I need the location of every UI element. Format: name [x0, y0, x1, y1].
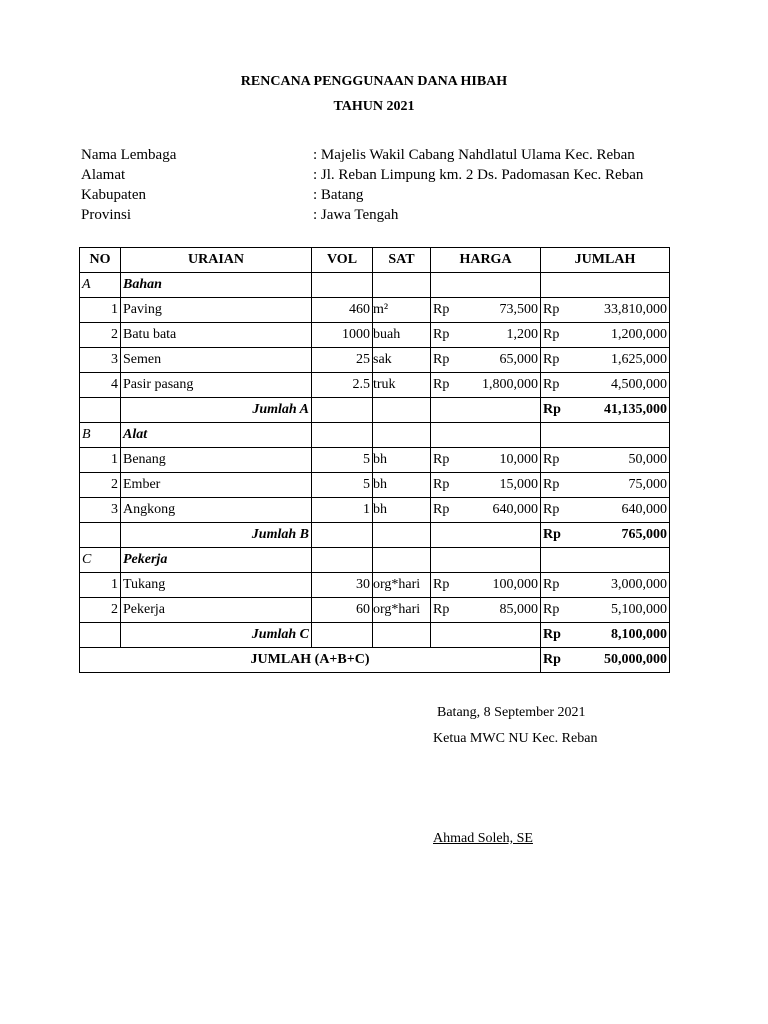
- section-code: B: [80, 423, 121, 448]
- subtotal-row: [80, 623, 670, 648]
- harga-currency: Rp: [431, 473, 465, 498]
- item-vol: 2.5: [312, 373, 373, 398]
- section-name: Pekerja: [121, 548, 312, 573]
- item-sat: truk: [373, 373, 431, 398]
- jumlah-currency: Rp: [541, 473, 569, 498]
- section-row: [80, 548, 670, 573]
- empty-cell: [373, 273, 431, 298]
- item-vol: 25: [312, 348, 373, 373]
- info-label: Kabupaten: [81, 187, 146, 203]
- empty-cell: [373, 423, 431, 448]
- subtotal-value: 41,135,000: [569, 398, 670, 423]
- item-vol: 5: [312, 448, 373, 473]
- budget-table: [79, 247, 670, 673]
- item-harga: 10,000: [465, 448, 541, 473]
- empty-cell: [431, 273, 541, 298]
- harga-currency: Rp: [431, 598, 465, 623]
- header-no: NO: [80, 248, 121, 273]
- section-code: A: [80, 273, 121, 298]
- subtotal-currency: Rp: [541, 398, 569, 423]
- item-harga: 1,200: [465, 323, 541, 348]
- item-uraian: Pekerja: [121, 598, 312, 623]
- item-harga: 100,000: [465, 573, 541, 598]
- item-vol: 60: [312, 598, 373, 623]
- subtotal-row: [80, 523, 670, 548]
- info-value: : Jl. Reban Limpung km. 2 Ds. Padomasan Kec. Reban: [313, 167, 644, 183]
- item-jumlah: 75,000: [569, 473, 670, 498]
- table-row: [80, 298, 670, 323]
- empty-cell: [541, 423, 670, 448]
- grand-total-label: JUMLAH (A+B+C): [80, 648, 541, 673]
- info-label: Nama Lembaga: [81, 147, 177, 163]
- subtotal-currency: Rp: [541, 623, 569, 648]
- table-row: [80, 373, 670, 398]
- header-jumlah: JUMLAH: [541, 248, 670, 273]
- item-harga: 65,000: [465, 348, 541, 373]
- harga-currency: Rp: [431, 323, 465, 348]
- empty-cell: [431, 623, 541, 648]
- empty-cell: [431, 423, 541, 448]
- info-value: : Jawa Tengah: [313, 207, 399, 223]
- subtotal-row: [80, 398, 670, 423]
- item-jumlah: 3,000,000: [569, 573, 670, 598]
- item-jumlah: 640,000: [569, 498, 670, 523]
- harga-currency: Rp: [431, 348, 465, 373]
- section-code: C: [80, 548, 121, 573]
- empty-cell: [373, 398, 431, 423]
- item-vol: 30: [312, 573, 373, 598]
- item-vol: 1000: [312, 323, 373, 348]
- item-uraian: Ember: [121, 473, 312, 498]
- jumlah-currency: Rp: [541, 573, 569, 598]
- table-row: [80, 573, 670, 598]
- empty-cell: [312, 623, 373, 648]
- item-harga: 1,800,000: [465, 373, 541, 398]
- item-no: 2: [80, 598, 121, 623]
- item-sat: bh: [373, 473, 431, 498]
- item-no: 4: [80, 373, 121, 398]
- signature-position: Ketua MWC NU Kec. Reban: [433, 731, 598, 746]
- subtotal-currency: Rp: [541, 523, 569, 548]
- section-row: [80, 273, 670, 298]
- jumlah-currency: Rp: [541, 598, 569, 623]
- harga-currency: Rp: [431, 373, 465, 398]
- item-uraian: Paving: [121, 298, 312, 323]
- empty-cell: [312, 548, 373, 573]
- jumlah-currency: Rp: [541, 298, 569, 323]
- empty-cell: [312, 398, 373, 423]
- item-jumlah: 33,810,000: [569, 298, 670, 323]
- header-vol: VOL: [312, 248, 373, 273]
- jumlah-currency: Rp: [541, 498, 569, 523]
- table-row: [80, 348, 670, 373]
- item-sat: org*hari: [373, 598, 431, 623]
- subtotal-label: Jumlah B: [121, 523, 312, 548]
- item-sat: org*hari: [373, 573, 431, 598]
- harga-currency: Rp: [431, 573, 465, 598]
- empty-cell: [431, 398, 541, 423]
- item-uraian: Benang: [121, 448, 312, 473]
- item-uraian: Batu bata: [121, 323, 312, 348]
- empty-cell: [373, 548, 431, 573]
- item-sat: bh: [373, 498, 431, 523]
- table-row: [80, 598, 670, 623]
- harga-currency: Rp: [431, 448, 465, 473]
- item-no: 2: [80, 473, 121, 498]
- empty-cell: [312, 423, 373, 448]
- empty-cell: [373, 523, 431, 548]
- item-jumlah: 4,500,000: [569, 373, 670, 398]
- signature-place-date: Batang, 8 September 2021: [437, 705, 586, 720]
- table-header-row: [80, 248, 670, 273]
- item-vol: 5: [312, 473, 373, 498]
- subtotal-value: 765,000: [569, 523, 670, 548]
- item-jumlah: 1,625,000: [569, 348, 670, 373]
- header-harga: HARGA: [431, 248, 541, 273]
- empty-cell: [431, 548, 541, 573]
- subtotal-value: 8,100,000: [569, 623, 670, 648]
- table-row: [80, 473, 670, 498]
- item-uraian: Pasir pasang: [121, 373, 312, 398]
- item-no: 1: [80, 573, 121, 598]
- item-jumlah: 50,000: [569, 448, 670, 473]
- item-no: 1: [80, 298, 121, 323]
- item-uraian: Semen: [121, 348, 312, 373]
- item-sat: sak: [373, 348, 431, 373]
- jumlah-currency: Rp: [541, 373, 569, 398]
- item-uraian: Angkong: [121, 498, 312, 523]
- section-name: Bahan: [121, 273, 312, 298]
- item-harga: 15,000: [465, 473, 541, 498]
- info-value: : Majelis Wakil Cabang Nahdlatul Ulama Kec. Reban: [313, 147, 635, 163]
- empty-cell: [541, 273, 670, 298]
- item-sat: m²: [373, 298, 431, 323]
- header-uraian: URAIAN: [121, 248, 312, 273]
- table-row: [80, 498, 670, 523]
- empty-cell: [431, 523, 541, 548]
- item-no: 3: [80, 498, 121, 523]
- jumlah-currency: Rp: [541, 348, 569, 373]
- item-harga: 73,500: [465, 298, 541, 323]
- item-sat: buah: [373, 323, 431, 348]
- item-vol: 1: [312, 498, 373, 523]
- item-no: 2: [80, 323, 121, 348]
- table-row: [80, 448, 670, 473]
- empty-cell: [541, 548, 670, 573]
- item-uraian: Tukang: [121, 573, 312, 598]
- empty-cell: [80, 398, 121, 423]
- budget-table-body: [80, 273, 670, 673]
- item-no: 3: [80, 348, 121, 373]
- jumlah-currency: Rp: [541, 448, 569, 473]
- item-vol: 460: [312, 298, 373, 323]
- section-name: Alat: [121, 423, 312, 448]
- signature-name: Ahmad Soleh, SE: [433, 831, 533, 846]
- harga-currency: Rp: [431, 498, 465, 523]
- empty-cell: [373, 623, 431, 648]
- grand-total-value: 50,000,000: [569, 648, 670, 673]
- item-harga: 640,000: [465, 498, 541, 523]
- info-label: Alamat: [81, 167, 126, 183]
- subtotal-label: Jumlah A: [121, 398, 312, 423]
- empty-cell: [312, 523, 373, 548]
- subtotal-label: Jumlah C: [121, 623, 312, 648]
- info-value: : Batang: [313, 187, 364, 203]
- grand-total-row: [80, 648, 670, 673]
- grand-total-currency: Rp: [541, 648, 569, 673]
- jumlah-currency: Rp: [541, 323, 569, 348]
- section-row: [80, 423, 670, 448]
- document-title: RENCANA PENGGUNAAN DANA HIBAH: [240, 74, 508, 89]
- item-jumlah: 1,200,000: [569, 323, 670, 348]
- item-sat: bh: [373, 448, 431, 473]
- empty-cell: [80, 623, 121, 648]
- empty-cell: [312, 273, 373, 298]
- header-sat: SAT: [373, 248, 431, 273]
- info-label: Provinsi: [81, 207, 132, 223]
- table-row: [80, 323, 670, 348]
- item-harga: 85,000: [465, 598, 541, 623]
- item-jumlah: 5,100,000: [569, 598, 670, 623]
- harga-currency: Rp: [431, 298, 465, 323]
- document-year: TAHUN 2021: [333, 99, 415, 114]
- empty-cell: [80, 523, 121, 548]
- item-no: 1: [80, 448, 121, 473]
